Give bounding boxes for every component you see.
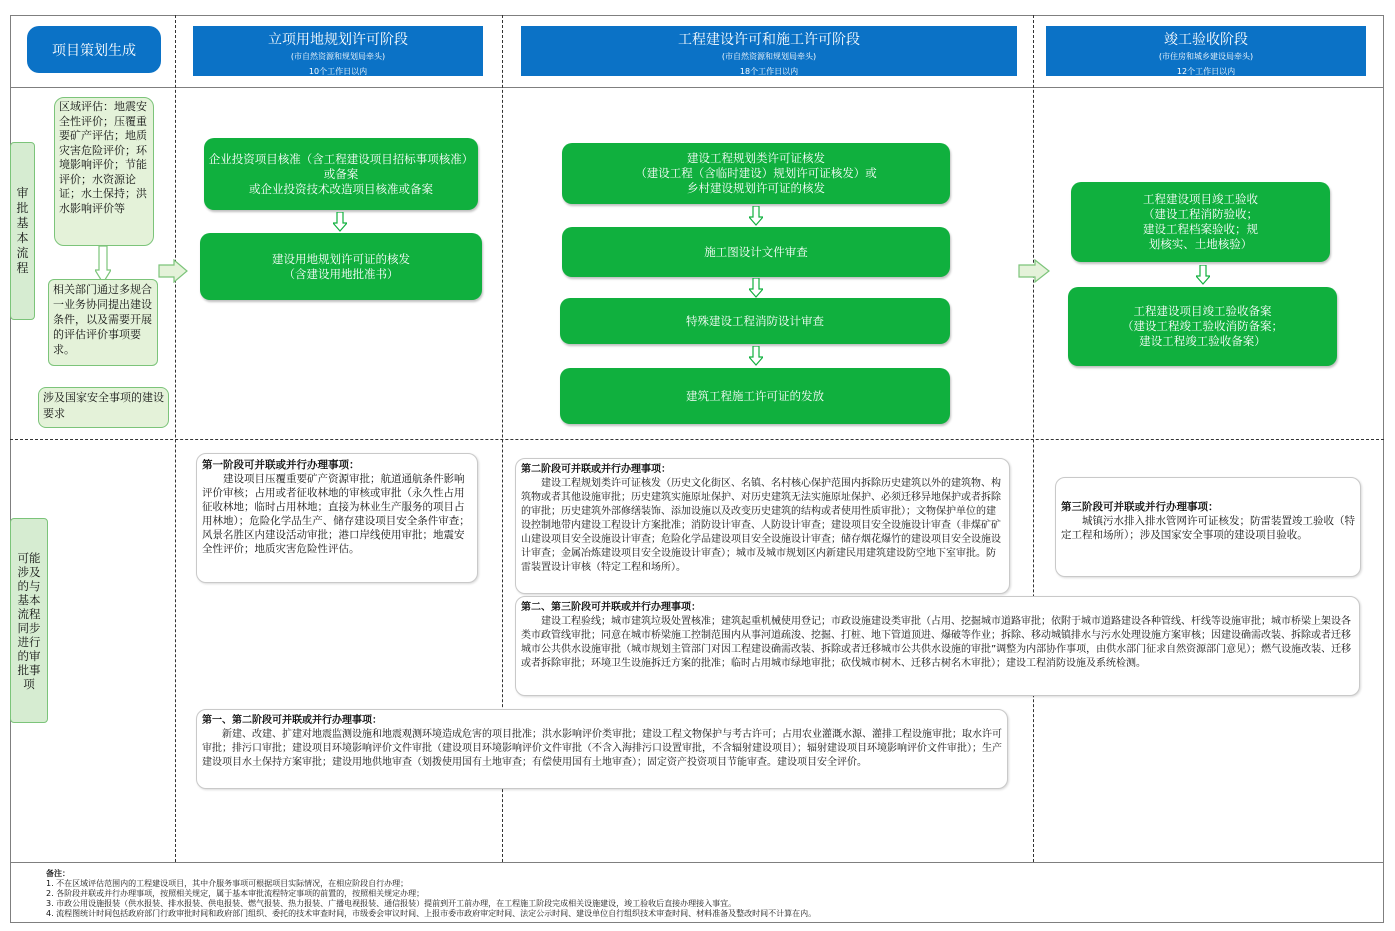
- stage-lead: (市住房和城乡建设局牵头): [1158, 52, 1254, 61]
- arrow-down-icon: [749, 206, 763, 226]
- stage-title: 竣工验收阶段: [1164, 32, 1248, 48]
- arrow-right-icon: [158, 259, 188, 283]
- flow-step-completion-acceptance: 工程建设项目竣工验收 （建设工程消防验收； 建设工程档案验收；规 划核实、土地核验）: [1071, 182, 1330, 262]
- footer-notes: [46, 869, 1376, 923]
- stage-days: 12个工作日以内: [1176, 67, 1236, 76]
- stage-header-completion: [1046, 26, 1366, 76]
- stage-divider-1: [175, 15, 176, 862]
- stage-lead: (市自然资源和规划局牵头): [721, 52, 817, 61]
- side-label-basic-flow: 审 批 基 本 流 程: [10, 142, 35, 320]
- departments-requirement-box: 相关部门通过多规合一业务协同提出建设条件，以及需要开展的评估评价事项要求。: [48, 279, 158, 366]
- footer-line: 4. 流程图统计时间包括政府部门行政审批时间和政府部门组织、委托的技术审查时间，市级委会审议时间、上报市委市政府审定时间、法定公示时间、建设单位自行组织技术审查时间、材料准备及整改时间不计算在内。: [46, 909, 817, 918]
- note-body: 新建、改建、扩建对地震监测设施和地震观测环境造成危害的项目批准；洪水影响评价类审批；建设工程文物保护与考古许可；占用农业灌溉水源、灌排工程设施审批；取水许可审批；排污口审批；建设项目环境影响评价文件审批（建设项目环境影响评价文件审批（不含入海排污口设置审批，不含辐射建设项目）；辐射建设项目环境影响评价文件审批）；生产建设项目水土保持方案审批；建设用地供地审查（划拨使用国有土地审查；有偿使用国有土地审查）；固定资产投资项目节能审查。建设项目安全评价。: [202, 729, 1002, 768]
- note-body: 城镇污水排入排水管网许可证核发；防雷装置竣工验收（特定工程和场所）；涉及国家安全事项的建设项目验收。: [1061, 515, 1355, 541]
- note-stage2-parallel: [515, 458, 1010, 594]
- stage-days: 10个工作日以内: [308, 67, 368, 76]
- flow-step-completion-filing: 工程建设项目竣工验收备案 （建设工程竣工验收消防备案； 建设工程竣工验收备案）: [1068, 287, 1337, 366]
- arrow-down-icon: [749, 346, 763, 366]
- note-title: 第二、第三阶段可并联或并行办理事项：: [521, 602, 701, 613]
- footer-divider: [10, 862, 1384, 863]
- note-title: 第三阶段可并联或并行办理事项：: [1061, 501, 1219, 513]
- regional-assessment-box: 区域评估：地震安全性评价；压覆重要矿产评估；地质灾害危险评价；环境影响评价；节能评价；水资源论证；水土保持；洪水影响评价等: [54, 97, 154, 246]
- stage-header-construction-permit: [521, 26, 1017, 76]
- note-stage23-parallel: [515, 596, 1360, 696]
- national-security-box: 涉及国家安全事项的建设要求: [38, 387, 169, 428]
- stage-title: 工程建设许可和施工许可阶段: [678, 32, 860, 48]
- stage-header-land-planning: [193, 26, 483, 76]
- note-body: 建设工程规划类许可证核发（历史文化街区、名镇、名村核心保护范围内拆除历史建筑以外的建筑物、构筑物或者其他设施审批；历史建筑实施原址保护、对历史建筑无法实施原址保护、必须迁移异地保护或者拆除的审批；历史建筑外部修缮装饰、添加设施以及改变历史建筑的结构或者使用性质审批）；文物保护单位的建设控制地带内建设工程设计方案批准；消防设计审查、人防设计审查；建设项目安全设施设计审查（非煤矿矿山建设项目安全设施设计审查；危险化学品建设项目安全设施设计审查；储存烟花爆竹的建设项目安全设施设计审查；金属冶炼建设项目安全设施设计审查）；城市及城市规划区内新建民用建筑建设防空地下室审批。防雷装置设计审核（特定工程和场所）。: [521, 478, 1001, 573]
- note-body: 建设工程验线；城市建筑垃圾处置核准；建筑起重机械使用登记；市政设施建设类审批（占用、挖掘城市道路审批；依附于城市道路建设各种管线、杆线等设施审批；城市桥梁上架设各类市政管线审批；同意在城市桥梁施工控制范围内从事河道疏浚、挖掘、打桩、地下管道顶进、爆破等作业；拆除、移动城镇排水与污水处理设施方案审核；因建设确需改装、拆除或者迁移城市公共供水设施审批（城市规划主管部门对因工程建设确需改装、拆除或者迁移城市公共供水设施的审批”调整为内部协作事项，由供水部门征求自然资源部门意见）；燃气设施改装、迁移或者拆除审批；环境卫生设施拆迁方案的批准；临时占用城市绿地审批；砍伐城市树木、迁移古树名木审批）；建设工程消防设施及系统检测。: [521, 616, 1352, 669]
- flow-step-land-planning-permit: 建设用地规划许可证的核发 （含建设用地批准书）: [200, 233, 482, 300]
- arrow-down-icon: [1196, 265, 1210, 285]
- header-divider: [10, 87, 1384, 88]
- flow-step-planning-permit: 建设工程规划类许可证核发 （建设工程（含临时建设）规划许可证核发）或 乡村建设规划许可证的核发: [562, 143, 950, 204]
- footer-line: 1. 不在区域评估范围内的工程建设项目，其中介服务事项可根据项目实际情况，在相应阶段自行办理；: [46, 879, 409, 888]
- note-stage3-parallel: [1055, 477, 1361, 577]
- footer-title: 备注：: [46, 869, 70, 878]
- note-title: 第一阶段可并联或并行办理事项：: [202, 459, 360, 471]
- section-divider: [10, 439, 1384, 440]
- stage-days: 18个工作日以内: [739, 67, 799, 76]
- stage-lead: (市自然资源和规划局牵头): [290, 52, 386, 61]
- flow-step-construction-permit: 建筑工程施工许可证的发放: [560, 368, 950, 424]
- stage-title: 立项用地规划许可阶段: [268, 32, 408, 48]
- stage-project-planning: 项目策划生成: [27, 26, 161, 73]
- flow-step-fire-design-review: 特殊建设工程消防设计审查: [560, 298, 950, 344]
- arrow-down-icon: [333, 212, 347, 232]
- note-body: 建设项目压覆重要矿产资源审批；航道通航条件影响评价审核；占用或者征收林地的审核或审批（永久性占用征收林地；临时占用林地；直接为林业生产服务的项目占用林地）；危险化学品生产、储存建设项目安全条件审查；风景名胜区内建设活动审批；港口岸线使用审批；地震安全性评价；地质灾害危险性评估。: [202, 473, 470, 555]
- stage-divider-3: [1033, 15, 1034, 862]
- arrow-right-icon: [1018, 259, 1050, 283]
- note-title: 第一、第二阶段可并联或并行办理事项：: [202, 715, 382, 726]
- note-stage1-parallel: [196, 453, 478, 583]
- note-stage12-parallel: [196, 709, 1008, 789]
- arrow-down-icon: [749, 278, 763, 298]
- note-title: 第二阶段可并联或并行办理事项：: [521, 464, 671, 475]
- flow-step-investment-approval: 企业投资项目核准（含工程建设项目招标事项核准）或备案 或企业投资技术改造项目核准或备案: [204, 138, 478, 210]
- flow-step-drawing-review: 施工图设计文件审查: [562, 227, 950, 277]
- side-label-parallel-items: 可能 涉及 的与 基本 流程 同步 进行 的审 批事 项: [10, 518, 48, 723]
- footer-line: 3. 市政公用设施报装（供水报装、排水报装、供电报装、燃气报装、热力报装、广播电视报装、通信报装）提前到开工前办理，在工程施工阶段完成相关设施建设，竣工验收后直接办理接入事宜。: [46, 899, 737, 908]
- footer-line: 2. 各阶段并联或并行办理事项，按照相关规定，属于基本审批流程特定事项的前置的，按照相关规定办理；: [46, 889, 425, 898]
